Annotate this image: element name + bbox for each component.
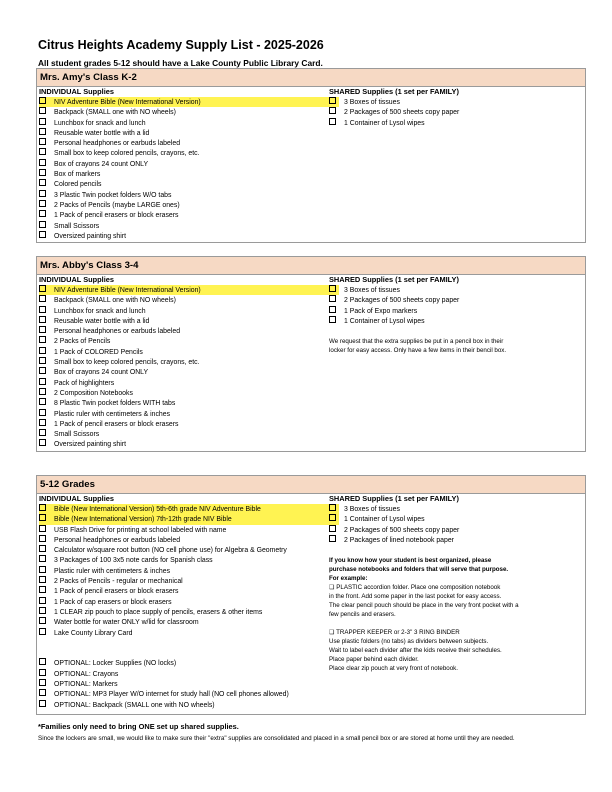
section-5-12 — [36, 475, 586, 715]
checkbox-icon — [329, 295, 336, 302]
individual-column — [39, 87, 339, 241]
list-item — [39, 419, 339, 429]
checkbox-icon — [329, 285, 336, 292]
list-item — [329, 525, 584, 535]
checkbox-icon — [39, 607, 46, 614]
checkbox-icon — [39, 97, 46, 104]
item-text: 2 Packages of lined notebook paper — [344, 536, 454, 544]
individual-list — [39, 285, 339, 450]
list-item — [39, 669, 339, 679]
list-item — [39, 190, 339, 200]
list-item — [39, 378, 339, 388]
item-text: 3 Plastic Twin pocket folders W/O tabs — [54, 191, 172, 199]
shared-header: SHARED Supplies (1 set per FAMILY) — [329, 494, 459, 503]
item-text: 1 Pack of Expo markers — [344, 307, 418, 315]
note-line: Wait to label each divider after the kids receive their schedules. — [329, 647, 502, 655]
item-text: Backpack (SMALL one with NO wheels) — [54, 109, 176, 117]
checkbox-icon — [39, 409, 46, 416]
checkbox-icon — [39, 118, 46, 125]
item-text: 1 Pack of pencil erasers or block erasers — [54, 588, 179, 596]
advice-bold — [329, 556, 584, 583]
list-item — [39, 409, 339, 419]
list-item — [39, 159, 339, 169]
shared-column — [329, 494, 584, 673]
checkbox-icon — [39, 658, 46, 665]
checkbox-icon — [39, 357, 46, 364]
item-text: Reusable water bottle with a lid — [54, 129, 150, 137]
item-text: Bible (New International Version) 5th-6th grade NIV Adventure Bible — [54, 506, 261, 513]
checkbox-icon — [329, 525, 336, 532]
item-text: Plastic ruler with centimeters & inches — [54, 410, 171, 418]
list-item — [39, 535, 339, 545]
list-item — [39, 128, 339, 138]
checkbox-icon — [39, 597, 46, 604]
shared-column — [329, 87, 584, 128]
item-text: 2 Packages of 500 sheets copy paper — [344, 297, 460, 305]
shared-header: SHARED Supplies (1 set per FAMILY) — [329, 87, 459, 96]
shared-note — [329, 337, 584, 355]
item-text: Water bottle for water ONLY w/lid for classroom — [54, 619, 199, 627]
item-text: NIV Adventure Bible (New International Version) — [54, 287, 201, 294]
note-line: few pencils and erasers. — [329, 611, 396, 619]
item-text: Pack of highlighters — [54, 379, 115, 387]
item-text: Personal headphones or earbuds labeled — [54, 328, 181, 336]
item-text: OPTIONAL: Crayons — [54, 670, 119, 678]
individual-list — [39, 504, 339, 710]
item-text: 1 Container of Lysol wipes — [344, 516, 425, 524]
checkbox-icon — [39, 231, 46, 238]
checkbox-icon — [39, 628, 46, 635]
item-text: 2 Packs of Pencils - regular or mechanical — [54, 578, 183, 586]
list-item — [39, 231, 339, 241]
checkbox-icon — [39, 159, 46, 166]
list-item — [39, 295, 339, 305]
section-3-4 — [36, 256, 586, 452]
item-text: 1 Container of Lysol wipes — [344, 119, 425, 127]
checkbox-icon — [39, 200, 46, 207]
footer-note-bold: *Families only need to bring ONE set up shared supplies. — [38, 722, 239, 731]
item-text: 1 Pack of pencil erasers or block erasers — [54, 212, 179, 220]
item-text: Box of crayons 24 count ONLY — [54, 369, 149, 377]
item-text: Oversized painting shirt — [54, 232, 127, 240]
item-text: 2 Packs of Pencils — [54, 338, 111, 346]
checkbox-icon — [329, 118, 336, 125]
item-text: 2 Packages of 500 sheets copy paper — [344, 109, 460, 117]
checkbox-icon — [39, 128, 46, 135]
list-item — [39, 336, 339, 346]
list-item — [39, 545, 339, 555]
item-text: OPTIONAL: Backpack (SMALL one with NO wheels) — [54, 701, 215, 709]
list-item — [329, 504, 584, 514]
checkbox-icon — [39, 535, 46, 542]
item-text: Box of crayons 24 count ONLY — [54, 160, 149, 168]
checkbox-icon — [39, 398, 46, 405]
list-item — [39, 555, 339, 565]
list-item — [39, 210, 339, 220]
checkbox-icon — [329, 306, 336, 313]
list-item — [329, 97, 584, 107]
advice-text — [329, 583, 584, 673]
list-item — [329, 107, 584, 117]
checkbox-icon — [39, 107, 46, 114]
section-title: Mrs. Amy's Class K-2 — [37, 69, 585, 87]
individual-header: INDIVIDUAL Supplies — [39, 494, 115, 503]
list-item — [39, 648, 339, 658]
checkbox-icon — [39, 367, 46, 374]
item-text: 3 Boxes of tissues — [344, 99, 400, 106]
list-item — [329, 306, 584, 316]
shared-list — [329, 285, 584, 326]
item-text: NIV Adventure Bible (New International Version) — [54, 99, 201, 106]
note-line: We request that the extra supplies be put in a pencil box in their — [329, 338, 504, 346]
note-line: Place paper behind each divider. — [329, 656, 419, 664]
list-item — [39, 221, 339, 231]
item-text: OPTIONAL: Markers — [54, 681, 118, 689]
list-item — [329, 118, 584, 128]
checkbox-icon — [39, 148, 46, 155]
list-item — [39, 148, 339, 158]
list-item — [39, 357, 339, 367]
shared-list — [329, 97, 584, 128]
checkbox-icon — [329, 504, 336, 511]
checkbox-icon — [329, 316, 336, 323]
checkbox-icon — [329, 97, 336, 104]
item-text: Small Scissors — [54, 431, 100, 439]
list-item — [329, 535, 584, 545]
list-item — [39, 586, 339, 596]
item-text: Bible (New International Version) 7th-12th grade NIV Bible — [54, 516, 232, 524]
checkbox-icon — [39, 700, 46, 707]
note-line: locker for easy access. Only have a few items in their bencil box. — [329, 347, 507, 355]
individual-header: INDIVIDUAL Supplies — [39, 275, 115, 284]
checkbox-icon — [39, 617, 46, 624]
checkbox-icon — [39, 689, 46, 696]
note-line: purchase notebooks and folders that will serve that purpose. — [329, 566, 509, 574]
checkbox-icon — [39, 576, 46, 583]
item-text: OPTIONAL: Locker Supplies (NO locks) — [54, 660, 177, 668]
list-item — [39, 138, 339, 148]
list-item — [39, 700, 339, 710]
list-item — [329, 316, 584, 326]
checkbox-icon — [39, 419, 46, 426]
checkbox-icon — [39, 566, 46, 573]
checkbox-icon — [39, 285, 46, 292]
checkbox-icon — [39, 336, 46, 343]
page-subtitle: All student grades 5-12 should have a Lake County Public Library Card. — [38, 58, 323, 68]
note-line: Place clear zip pouch at very front of notebook. — [329, 665, 458, 673]
note-line — [329, 619, 584, 628]
checkbox-icon — [39, 138, 46, 145]
list-item — [39, 628, 339, 638]
item-text: Oversized painting shirt — [54, 441, 127, 449]
section-title: Mrs. Abby's Class 3-4 — [37, 257, 585, 275]
section-title: 5-12 Grades — [37, 476, 585, 494]
shared-header: SHARED Supplies (1 set per FAMILY) — [329, 275, 459, 284]
list-item — [39, 326, 339, 336]
checkbox-icon — [39, 179, 46, 186]
item-text: Lake County Library Card — [54, 629, 133, 637]
note-line: If you know how your student is best organized, please — [329, 557, 492, 565]
checkbox-icon — [39, 429, 46, 436]
list-item — [39, 525, 339, 535]
checkbox-icon — [39, 295, 46, 302]
individual-column — [39, 275, 339, 450]
item-text: Backpack (SMALL one with NO wheels) — [54, 297, 176, 305]
list-item — [39, 429, 339, 439]
list-item — [39, 316, 339, 326]
checkbox-icon — [39, 210, 46, 217]
list-item — [39, 347, 339, 357]
item-text: Small Scissors — [54, 222, 100, 230]
item-text: 1 Pack of pencil erasers or block erasers — [54, 420, 179, 428]
note-line: ❏ TRAPPER KEEPER or 2-3" 3 RING BINDER — [329, 629, 460, 637]
note-line: The clear pencil pouch should be place in the very front pocket with a — [329, 602, 519, 610]
item-text: 1 Pack of COLORED Pencils — [54, 348, 143, 356]
item-text: Small box to keep colored pencils, crayons, etc. — [54, 359, 200, 367]
list-item — [39, 566, 339, 576]
item-text: Lunchbox for snack and lunch — [54, 119, 146, 127]
item-text: 1 CLEAR zip pouch to place supply of pencils, erasers & other items — [54, 608, 263, 616]
item-text: Plastic ruler with centimeters & inches — [54, 567, 171, 575]
list-item — [39, 398, 339, 408]
checkbox-icon — [39, 347, 46, 354]
list-item — [39, 200, 339, 210]
list-item — [39, 306, 339, 316]
checkbox-icon — [39, 679, 46, 686]
list-item — [39, 514, 339, 524]
note-line: For example: — [329, 575, 368, 583]
item-text: 1 Container of Lysol wipes — [344, 317, 425, 325]
individual-header: INDIVIDUAL Supplies — [39, 87, 115, 96]
list-item — [39, 576, 339, 586]
checkbox-icon — [39, 504, 46, 511]
checkbox-icon — [39, 669, 46, 676]
item-text: Colored pencils — [54, 181, 102, 189]
shared-list — [329, 504, 584, 545]
checkbox-icon — [39, 388, 46, 395]
checkbox-icon — [39, 586, 46, 593]
list-item — [39, 658, 339, 668]
item-text: Personal headphones or earbuds labeled — [54, 140, 181, 148]
page-title: Citrus Heights Academy Supply List - 2025-2026 — [38, 38, 324, 52]
checkbox-icon — [39, 439, 46, 446]
checkbox-icon — [329, 107, 336, 114]
list-item — [329, 285, 584, 295]
section-k2 — [36, 68, 586, 243]
checkbox-icon — [329, 514, 336, 521]
checkbox-icon — [39, 378, 46, 385]
checkbox-icon — [39, 190, 46, 197]
item-text: 8 Plastic Twin pocket folders WITH tabs — [54, 400, 176, 408]
list-item — [39, 617, 339, 627]
item-text: 2 Composition Notebooks — [54, 389, 133, 397]
item-text: 2 Packs of Pencils (maybe LARGE ones) — [54, 201, 180, 209]
checkbox-icon — [329, 535, 336, 542]
checkbox-icon — [39, 316, 46, 323]
list-item — [39, 607, 339, 617]
list-item — [39, 679, 339, 689]
item-text: 2 Packages of 500 sheets copy paper — [344, 526, 460, 534]
note-line: ❏ PLASTIC accordion folder. Place one composition notebook — [329, 584, 501, 592]
checkbox-icon — [39, 545, 46, 552]
list-item — [39, 179, 339, 189]
checkbox-icon — [39, 306, 46, 313]
list-item — [39, 638, 339, 648]
list-item — [39, 118, 339, 128]
item-text: USB Flash Drive for printing at school labeled with name — [54, 526, 227, 534]
list-item — [39, 689, 339, 699]
item-text: OPTIONAL: MP3 Player W/O internet for study hall (NO cell phones allowed) — [54, 691, 289, 699]
checkbox-icon — [39, 326, 46, 333]
item-text: Small box to keep colored pencils, crayons, etc. — [54, 150, 200, 158]
list-item — [39, 597, 339, 607]
list-item — [39, 285, 339, 295]
list-item — [39, 107, 339, 117]
item-text: Personal headphones or earbuds labeled — [54, 536, 181, 544]
item-text: 3 Boxes of tissues — [344, 287, 400, 294]
list-item — [39, 388, 339, 398]
item-text: Lunchbox for snack and lunch — [54, 307, 146, 315]
individual-list — [39, 97, 339, 241]
checkbox-icon — [39, 525, 46, 532]
list-item — [39, 439, 339, 449]
individual-column — [39, 494, 339, 710]
item-text: Reusable water bottle with a lid — [54, 317, 150, 325]
checkbox-icon — [39, 221, 46, 228]
footer-note: Since the lockers are small, we would like to make sure their "extra" supplies are consolidated and placed in a small pencil box or are stored at home until they are needed. — [38, 735, 515, 742]
list-item — [39, 504, 339, 514]
item-text: 1 Pack of cap erasers or block erasers — [54, 598, 172, 606]
list-item — [39, 367, 339, 377]
list-item — [39, 169, 339, 179]
checkbox-icon — [39, 555, 46, 562]
list-item — [39, 97, 339, 107]
item-text: Box of markers — [54, 171, 101, 179]
item-text: 3 Packages of 100 3x5 note cards for Spanish class — [54, 557, 213, 565]
note-line: in the front. Add some paper in the last pocket for easy access. — [329, 593, 502, 601]
list-item — [329, 514, 584, 524]
item-text: Calculator w/square root button (NO cell phone use) for Algebra & Geometry — [54, 547, 287, 555]
checkbox-icon — [39, 169, 46, 176]
item-text: 3 Boxes of tissues — [344, 506, 400, 513]
checkbox-icon — [39, 514, 46, 521]
shared-column — [329, 275, 584, 355]
note-line: Use plastic folders (no tabs) as dividers between subjects. — [329, 638, 489, 646]
list-item — [329, 295, 584, 305]
